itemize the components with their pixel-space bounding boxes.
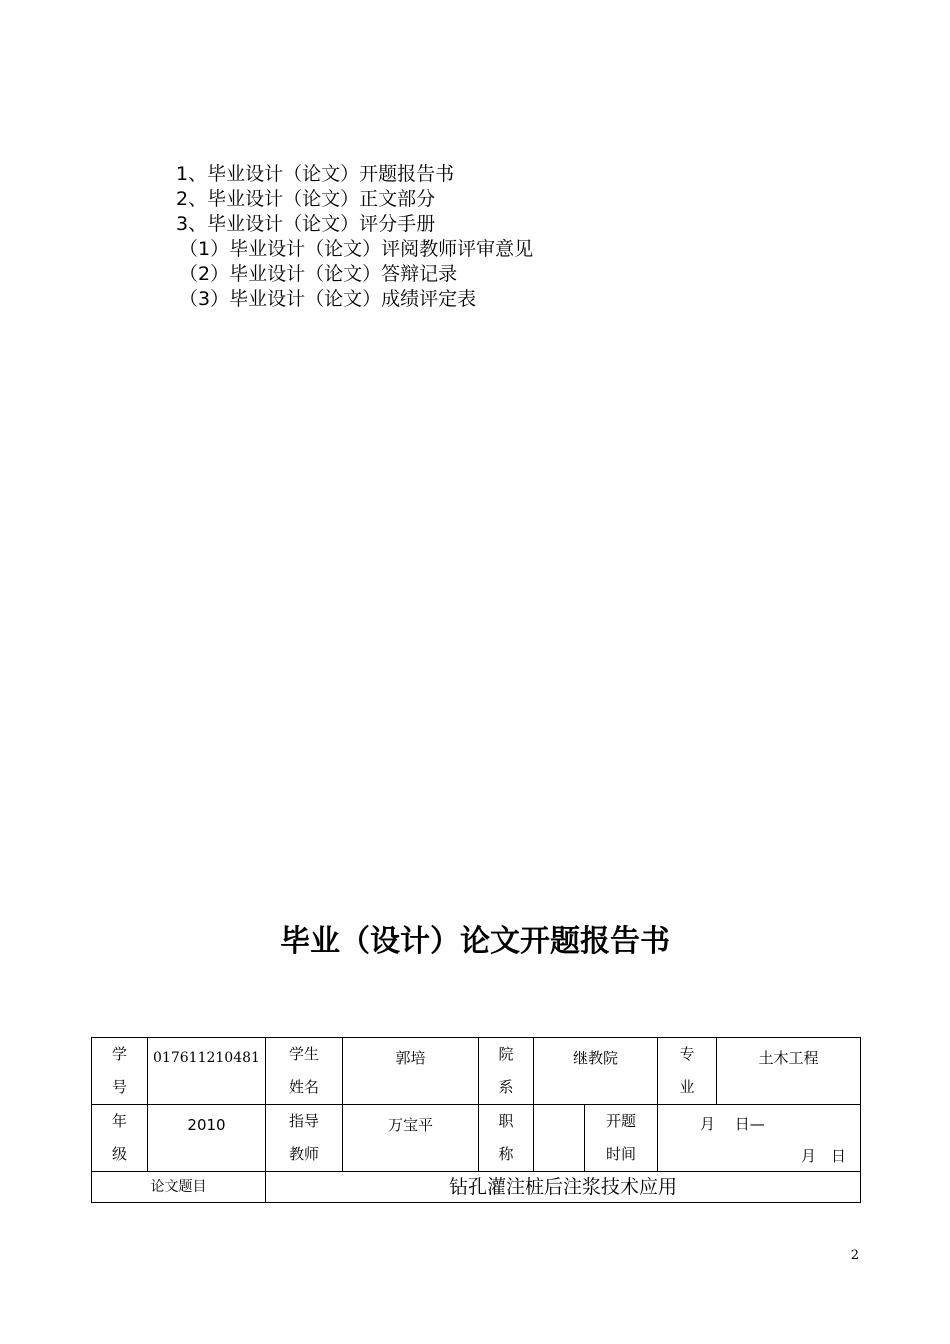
open-time-start: 月 日— xyxy=(700,1115,765,1133)
thesis-title-cell xyxy=(266,1172,861,1203)
toc-item-3-1: （1）毕业设计（论文）评阅教师评审意见 xyxy=(179,238,534,260)
page-number: 2 xyxy=(850,1248,859,1263)
major-cell xyxy=(717,1038,861,1105)
toc-item-3: 3、毕业设计（论文）评分手册 xyxy=(176,213,436,235)
toc-item-3-2: （2）毕业设计（论文）答辩记录 xyxy=(179,263,458,285)
title-label-line1: 职 xyxy=(498,1112,514,1130)
table-of-contents xyxy=(176,162,533,312)
dept-label-cell xyxy=(479,1038,534,1105)
name-label-cell xyxy=(266,1038,343,1105)
grade-label-cell xyxy=(92,1105,148,1172)
dept-cell xyxy=(534,1038,658,1105)
advisor-value: 万宝平 xyxy=(387,1116,433,1134)
toc-item-3-3: （3）毕业设计（论文）成绩评定表 xyxy=(179,288,477,310)
toc-item-2: 2、毕业设计（论文）正文部分 xyxy=(176,188,436,210)
grade-value: 2010 xyxy=(187,1116,226,1134)
student-id-label-line1: 学 xyxy=(111,1045,127,1063)
student-id-label-cell xyxy=(92,1038,148,1105)
title-value xyxy=(534,1105,584,1171)
name-label-line1: 学生 xyxy=(288,1045,319,1063)
open-time-end: 月 日 xyxy=(801,1147,847,1165)
student-id-value: 017611210481 xyxy=(153,1050,260,1066)
dept-label-line1: 院 xyxy=(498,1045,514,1063)
open-time-label-line1: 开题 xyxy=(606,1112,637,1130)
grade-label-line2: 级 xyxy=(111,1145,127,1163)
advisor-label-line2: 教师 xyxy=(288,1145,319,1163)
table-row xyxy=(92,1105,861,1172)
dept-value: 继教院 xyxy=(573,1049,619,1067)
info-form-table xyxy=(91,1037,861,1203)
advisor-label-cell xyxy=(266,1105,343,1172)
major-label-line2: 业 xyxy=(679,1078,695,1096)
open-time-cell xyxy=(658,1105,861,1172)
major-label-cell xyxy=(658,1038,717,1105)
table-row xyxy=(92,1172,861,1203)
name-label-line2: 姓名 xyxy=(288,1078,319,1096)
grade-label-line1: 年 xyxy=(111,1112,127,1130)
open-time-label-cell xyxy=(585,1105,658,1172)
dept-label-line2: 系 xyxy=(498,1078,514,1096)
advisor-label-line1: 指导 xyxy=(288,1112,319,1130)
thesis-title-label: 论文题目 xyxy=(150,1179,207,1195)
title-cell xyxy=(534,1105,585,1172)
grade-cell xyxy=(148,1105,266,1172)
student-id-label-line2: 号 xyxy=(111,1078,127,1096)
title-label-cell xyxy=(479,1105,534,1172)
advisor-cell xyxy=(343,1105,479,1172)
major-value: 土木工程 xyxy=(758,1049,819,1067)
major-label-line1: 专 xyxy=(679,1045,695,1063)
thesis-label-cell xyxy=(92,1172,266,1203)
name-value: 郭培 xyxy=(395,1049,426,1067)
toc-item-1: 1、毕业设计（论文）开题报告书 xyxy=(176,163,455,185)
title-label-line2: 称 xyxy=(498,1145,514,1163)
report-title: 毕业（设计）论文开题报告书 xyxy=(280,924,670,959)
thesis-title-value: 钻孔灌注桩后注浆技术应用 xyxy=(449,1176,678,1198)
open-time-label-line2: 时间 xyxy=(606,1145,637,1163)
name-cell xyxy=(343,1038,479,1105)
table-row xyxy=(92,1038,861,1105)
student-id-cell xyxy=(148,1038,266,1105)
